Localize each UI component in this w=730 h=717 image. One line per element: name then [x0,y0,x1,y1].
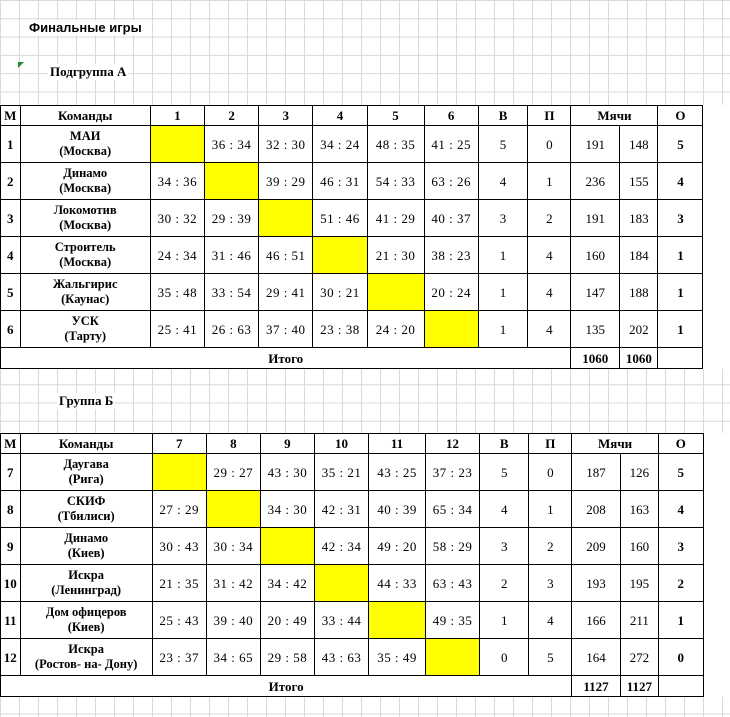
score-cell: 31 : 46 [204,237,258,274]
header-col: 1 [150,106,204,126]
wins-cell: 1 [478,274,528,311]
points-cell: 3 [658,200,703,237]
balls-for-cell: 236 [571,163,620,200]
score-cell: 63 : 43 [425,565,479,602]
losses-cell: 4 [528,274,571,311]
points-cell: 1 [658,602,703,639]
team-city: (Тбилиси) [57,509,115,523]
diagonal-cell [150,126,204,163]
header-col: 2 [204,106,258,126]
wins-cell: 5 [480,454,529,491]
score-cell: 42 : 31 [314,491,368,528]
table-row [1,274,730,311]
balls-for-cell: 208 [572,491,621,528]
team-name: Строитель [54,240,116,254]
total-label: Итого [1,676,572,697]
score-cell: 36 : 34 [204,126,258,163]
score-cell: 29 : 27 [206,454,260,491]
place-cell: 5 [1,274,21,311]
score-cell: 54 : 33 [367,163,424,200]
diagonal-cell [204,163,258,200]
header-col: 7 [152,434,206,454]
diagonal-cell [424,311,478,348]
points-cell: 1 [658,237,703,274]
score-cell: 30 : 34 [206,528,260,565]
points-cell: 0 [658,639,703,676]
header-losses: П [529,434,572,454]
header-losses: П [528,106,571,126]
score-cell: 41 : 29 [367,200,424,237]
points-cell: 4 [658,491,703,528]
place-cell: 9 [1,528,21,565]
score-cell: 29 : 41 [259,274,313,311]
balls-for-cell: 209 [572,528,621,565]
losses-cell: 4 [528,311,571,348]
score-cell: 32 : 30 [259,126,313,163]
place-cell: 12 [1,639,21,676]
score-cell: 35 : 21 [314,454,368,491]
team-cell [20,491,152,528]
group-a-title: Подгруппа А [50,64,127,79]
team-cell [20,602,152,639]
team-name: Локомотив [53,203,117,217]
points-cell: 5 [658,454,703,491]
wins-cell: 1 [480,602,529,639]
diagonal-cell [313,237,367,274]
score-cell: 48 : 35 [367,126,424,163]
balls-against-cell: 155 [620,163,658,200]
score-cell: 37 : 23 [425,454,479,491]
team-city: (Тарту) [64,329,106,343]
group-a-table [0,105,730,369]
wins-cell: 4 [478,163,528,200]
points-cell: 4 [658,163,703,200]
score-cell: 34 : 30 [260,491,314,528]
table-row [1,237,730,274]
score-cell: 27 : 29 [152,491,206,528]
score-cell: 23 : 37 [152,639,206,676]
cell-comment-marker [18,62,24,68]
header-balls: Мячи [572,434,659,454]
place-cell: 2 [1,163,21,200]
header-row [1,106,730,126]
team-city: (Ленинград) [51,583,122,597]
wins-cell: 1 [478,311,528,348]
wins-cell: 5 [478,126,528,163]
team-cell [20,126,150,163]
score-cell: 23 : 38 [313,311,367,348]
score-cell: 30 : 32 [150,200,204,237]
losses-cell: 2 [528,200,571,237]
wins-cell: 1 [478,237,528,274]
team-name: Искра [68,568,104,582]
wins-cell: 2 [480,565,529,602]
score-cell: 49 : 35 [425,602,479,639]
diagonal-cell [367,274,424,311]
score-cell: 25 : 43 [152,602,206,639]
header-col: 4 [313,106,367,126]
team-cell [20,454,152,491]
header-wins: В [480,434,529,454]
score-cell: 40 : 39 [369,491,426,528]
score-cell: 46 : 51 [259,237,313,274]
team-name: МАИ [69,129,101,143]
header-row [1,434,730,454]
score-cell: 20 : 24 [424,274,478,311]
score-cell: 34 : 24 [313,126,367,163]
team-name: Искра [68,642,104,656]
total-points-empty [658,348,703,369]
score-cell: 29 : 39 [204,200,258,237]
diagonal-cell [206,491,260,528]
losses-cell: 4 [529,602,572,639]
score-cell: 37 : 40 [259,311,313,348]
balls-against-cell: 148 [620,126,658,163]
header-balls: Мячи [571,106,658,126]
header-col: 3 [259,106,313,126]
losses-cell: 1 [528,163,571,200]
balls-against-cell: 195 [620,565,658,602]
score-cell: 43 : 30 [260,454,314,491]
team-city: (Каунас) [61,292,110,306]
team-cell [20,237,150,274]
score-cell: 38 : 23 [424,237,478,274]
score-cell: 25 : 41 [150,311,204,348]
balls-for-cell: 187 [572,454,621,491]
team-cell [20,274,150,311]
score-cell: 43 : 25 [369,454,426,491]
points-cell: 3 [658,528,703,565]
header-col: 10 [314,434,368,454]
place-cell: 6 [1,311,21,348]
wins-cell: 4 [480,491,529,528]
total-row [1,676,730,697]
balls-for-cell: 164 [572,639,621,676]
header-points: О [658,434,703,454]
score-cell: 65 : 34 [425,491,479,528]
wins-cell: 3 [478,200,528,237]
header-teams: Команды [20,106,150,126]
losses-cell: 0 [528,126,571,163]
team-city: (Ростов- на- Дону) [34,657,138,671]
total-against: 1127 [620,676,658,697]
header-col: 6 [424,106,478,126]
losses-cell: 3 [529,565,572,602]
table-row [1,311,730,348]
team-cell [20,565,152,602]
diagonal-cell [369,602,426,639]
diagonal-cell [259,200,313,237]
header-m: М [1,106,21,126]
losses-cell: 0 [529,454,572,491]
team-name: СКИФ [66,494,106,508]
score-cell: 31 : 42 [206,565,260,602]
balls-for-cell: 166 [572,602,621,639]
score-cell: 43 : 63 [314,639,368,676]
score-cell: 40 : 37 [424,200,478,237]
balls-against-cell: 160 [620,528,658,565]
balls-for-cell: 191 [571,126,620,163]
balls-for-cell: 191 [571,200,620,237]
header-col: 9 [260,434,314,454]
group-b-title: Группа Б [59,393,114,408]
total-points-empty [658,676,703,697]
wins-cell: 3 [480,528,529,565]
team-cell [20,163,150,200]
balls-for-cell: 147 [571,274,620,311]
page-title: Финальные игры [29,20,142,35]
table-row [1,200,730,237]
score-cell: 20 : 49 [260,602,314,639]
place-cell: 11 [1,602,21,639]
score-cell: 26 : 63 [204,311,258,348]
score-cell: 34 : 65 [206,639,260,676]
points-cell: 1 [658,311,703,348]
points-cell: 2 [658,565,703,602]
balls-for-cell: 160 [571,237,620,274]
total-row [1,348,730,369]
diagonal-cell [152,454,206,491]
diagonal-cell [314,565,368,602]
table-row [1,163,730,200]
header-col: 5 [367,106,424,126]
score-cell: 21 : 30 [367,237,424,274]
score-cell: 51 : 46 [313,200,367,237]
total-for: 1127 [572,676,621,697]
points-cell: 5 [658,126,703,163]
header-col: 8 [206,434,260,454]
total-against: 1060 [620,348,658,369]
team-city: (Рига) [68,472,104,486]
header-col: 12 [425,434,479,454]
place-cell: 1 [1,126,21,163]
team-city: (Москва) [59,255,112,269]
team-cell [20,528,152,565]
wins-cell: 0 [480,639,529,676]
place-cell: 4 [1,237,21,274]
table-row [1,602,730,639]
losses-cell: 2 [529,528,572,565]
place-cell: 3 [1,200,21,237]
score-cell: 35 : 48 [150,274,204,311]
team-city: (Киев) [67,620,105,634]
score-cell: 24 : 34 [150,237,204,274]
header-teams: Команды [20,434,152,454]
place-cell: 8 [1,491,21,528]
score-cell: 30 : 21 [313,274,367,311]
place-cell: 7 [1,454,21,491]
table-row [1,126,730,163]
group-b-table [0,433,730,697]
place-cell: 10 [1,565,21,602]
score-cell: 29 : 58 [260,639,314,676]
total-for: 1060 [571,348,620,369]
balls-against-cell: 184 [620,237,658,274]
score-cell: 30 : 43 [152,528,206,565]
score-cell: 49 : 20 [369,528,426,565]
table-row [1,639,730,676]
balls-for-cell: 193 [572,565,621,602]
balls-against-cell: 272 [620,639,658,676]
balls-against-cell: 126 [620,454,658,491]
losses-cell: 4 [528,237,571,274]
table-row [1,528,730,565]
diagonal-cell [260,528,314,565]
score-cell: 39 : 29 [259,163,313,200]
score-cell: 46 : 31 [313,163,367,200]
team-name: УСК [71,314,99,328]
score-cell: 63 : 26 [424,163,478,200]
score-cell: 42 : 34 [314,528,368,565]
team-name: Жальгирис [52,277,118,291]
balls-against-cell: 163 [620,491,658,528]
score-cell: 34 : 36 [150,163,204,200]
score-cell: 35 : 49 [369,639,426,676]
total-label: Итого [1,348,571,369]
table-row [1,491,730,528]
team-name: Дом офицеров [45,605,127,619]
team-city: (Киев) [67,546,105,560]
score-cell: 44 : 33 [369,565,426,602]
score-cell: 41 : 25 [424,126,478,163]
score-cell: 33 : 44 [314,602,368,639]
header-wins: В [478,106,528,126]
score-cell: 34 : 42 [260,565,314,602]
team-cell [20,639,152,676]
balls-for-cell: 135 [571,311,620,348]
team-name: Динамо [63,166,108,180]
balls-against-cell: 183 [620,200,658,237]
header-points: О [658,106,703,126]
team-city: (Москва) [59,144,112,158]
balls-against-cell: 211 [620,602,658,639]
losses-cell: 5 [529,639,572,676]
team-cell [20,311,150,348]
balls-against-cell: 188 [620,274,658,311]
diagonal-cell [425,639,479,676]
losses-cell: 1 [529,491,572,528]
header-col: 11 [369,434,426,454]
points-cell: 1 [658,274,703,311]
score-cell: 24 : 20 [367,311,424,348]
score-cell: 33 : 54 [204,274,258,311]
team-city: (Москва) [59,218,112,232]
header-m: М [1,434,21,454]
table-row [1,454,730,491]
team-cell [20,200,150,237]
score-cell: 21 : 35 [152,565,206,602]
team-name: Динамо [64,531,109,545]
score-cell: 58 : 29 [425,528,479,565]
team-city: (Москва) [59,181,112,195]
score-cell: 39 : 40 [206,602,260,639]
table-row [1,565,730,602]
team-name: Даугава [63,457,109,471]
balls-against-cell: 202 [620,311,658,348]
